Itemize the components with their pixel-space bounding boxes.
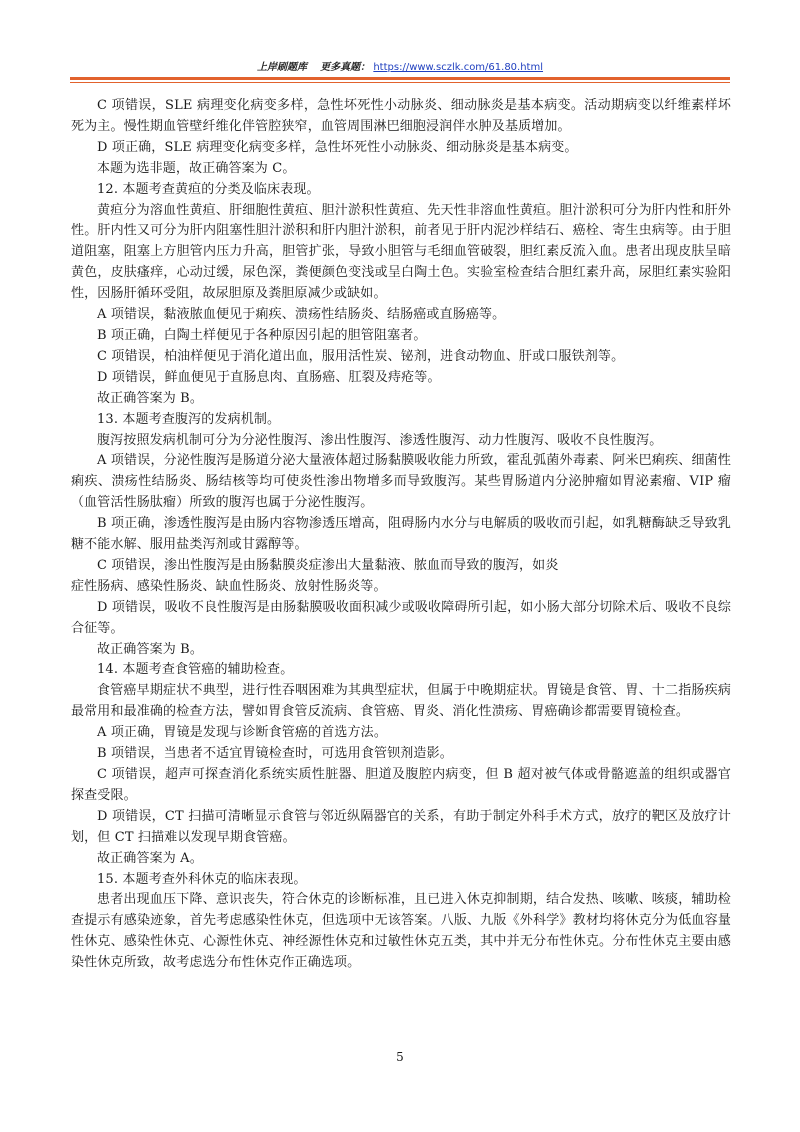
paragraph: 故正确答案为 A。	[97, 850, 203, 866]
paragraph: 故正确答案为 B。	[97, 390, 204, 406]
header-rule-thick	[70, 77, 730, 80]
paragraph: 症性肠病、感染性肠炎、缺血性肠炎、放射性肠炎等。	[71, 578, 387, 594]
paragraph: 腹泻按照发病机制可分为分泌性腹泻、渗出性腹泻、渗透性腹泻、动力性腹泻、吸收不良性腹泻。	[97, 432, 663, 448]
paragraph: A 项正确，胃镜是发现与诊断食管癌的首选方法。	[97, 725, 387, 741]
paragraph: 食管癌早期症状不典型，进行性吞咽困难为其典型症状，但属于中晚期症状。胃镜是食管、胃、十二指肠疾病最常用和最准确的检查方法，譬如胃食管反流病、食管癌、胃炎、消化性溃疡、胃癌确诊都需要胃镜检查。	[71, 683, 731, 720]
question-heading: 15. 本题考查外科休克的临床表现。	[97, 871, 307, 887]
header-rule-thin	[70, 82, 730, 83]
paragraph: C 项错误，渗出性腹泻是由肠黏膜炎症渗出大量黏液、脓血而导致的腹泻，如炎	[97, 557, 559, 573]
paragraph: A 项错误，分泌性腹泻是肠道分泌大量液体超过肠黏膜吸收能力所致，霍乱弧菌外毒素、阿米巴痢疾、细菌性痢疾、溃疡性结肠炎、肠结核等均可使炎性渗出物增多而导致腹泻。某些胃肠道内分泌肿瘤如胃泌素瘤、VIP 瘤（血管活性肠肽瘤）所致的腹泻也属于分泌性腹泻。	[71, 453, 731, 511]
paragraph: D 项错误，吸收不良性腹泻是由肠黏膜吸收面积减少或吸收障碍所引起，如小肠大部分切除术后、吸收不良综合征等。	[71, 599, 731, 636]
paragraph: B 项错误，当患者不适宜胃镜检查时，可选用食管钡剂造影。	[97, 746, 453, 762]
header-label: 更多真题：	[320, 62, 371, 73]
paragraph: A 项错误，黏液脓血便见于痢疾、溃疡性结肠炎、结肠癌或直肠癌等。	[97, 307, 506, 323]
paragraph: B 项正确，白陶土样便见于各种原因引起的胆管阻塞者。	[97, 327, 427, 343]
header-source: 上岸刷题库	[256, 62, 307, 73]
question-heading: 14. 本题考查食管癌的辅助检查。	[97, 662, 294, 678]
question-heading: 13. 本题考查腹泻的发病机制。	[97, 411, 281, 427]
paragraph: 本题为选非题，故正确答案为 C。	[97, 160, 296, 176]
paragraph: C 项错误，超声可探查消化系统实质性脏器、胆道及腹腔内病变，但 B 超对被气体或骨骼遮盖的组织或器官探查受限。	[71, 767, 731, 803]
page-number: 5	[396, 1050, 404, 1064]
paragraph: 患者出现血压下降、意识丧失，符合休克的诊断标准，且已进入休克抑制期，结合发热、咳嗽、咳痰，辅助检查提示有感染迹象，首先考虑感染性休克，但选项中无该答案。八版、九版《外科学》教材均将休克分为低血容量性休克、感染性休克、心源性休克、神经源性休克和过敏性休克五类，其中并无分布性休克。分布性休克主要由感染性休克所致，故考虑选分布性休克作正确选项。	[71, 892, 731, 971]
paragraph: B 项正确，渗透性腹泻是由肠内容物渗透压增高，阻碍肠内水分与电解质的吸收而引起，如乳糖酶缺乏导致乳糖不能水解、服用盐类泻剂或甘露醇等。	[71, 516, 731, 553]
page-body	[71, 96, 731, 974]
paragraph: 故正确答案为 B。	[97, 641, 204, 657]
header-link[interactable]: https://www.sczlk.com/61.80.html	[373, 62, 544, 73]
paragraph: D 项正确，SLE 病理变化病变多样，急性坏死性小动脉炎、细动脉炎是基本病变。	[97, 139, 578, 155]
paragraph: D 项错误，CT 扫描可清晰显示食管与邻近纵隔器官的关系，有助于制定外科手术方式，放疗的靶区及放疗计划，但 CT 扫描难以发现早期食管癌。	[71, 808, 731, 845]
paragraph: C 项错误，SLE 病理变化病变多样，急性坏死性小动脉炎、细动脉炎是基本病变。活动期病变以纤维素样坏死为主。慢性期血管壁纤维化伴管腔狭窄，血管周围淋巴细胞浸润伴水肿及基质增加。	[71, 98, 731, 134]
page-header	[70, 58, 730, 78]
paragraph: 黄疸分为溶血性黄疸、肝细胞性黄疸、胆汁淤积性黄疸、先天性非溶血性黄疸。胆汁淤积可分为肝内性和肝外性。肝内性又可分为肝内阻塞性胆汁淤积和肝内胆汁淤积，前者见于肝内泥沙样结石、癌栓、寄生虫病等。由于胆道阻塞，阻塞上方胆管内压力升高，胆管扩张，导致小胆管与毛细血管破裂，胆红素反流入血。患者出现皮肤呈暗黄色，皮肤瘙痒，心动过缓，尿色深，粪便颜色变浅或呈白陶土色。实验室检查结合胆红素升高，尿胆红素实验阳性，因肠肝循环受阻，故尿胆原及粪胆原减少或缺如。	[71, 202, 731, 302]
question-heading: 12. 本题考查黄疸的分类及临床表现。	[97, 181, 320, 197]
paragraph: D 项错误，鲜血便见于直肠息肉、直肠癌、肛裂及痔疮等。	[97, 369, 441, 385]
paragraph: C 项错误，柏油样便见于消化道出血，服用活性炭、铋剂，进食动物血、肝或口服铁剂等。	[97, 348, 625, 364]
